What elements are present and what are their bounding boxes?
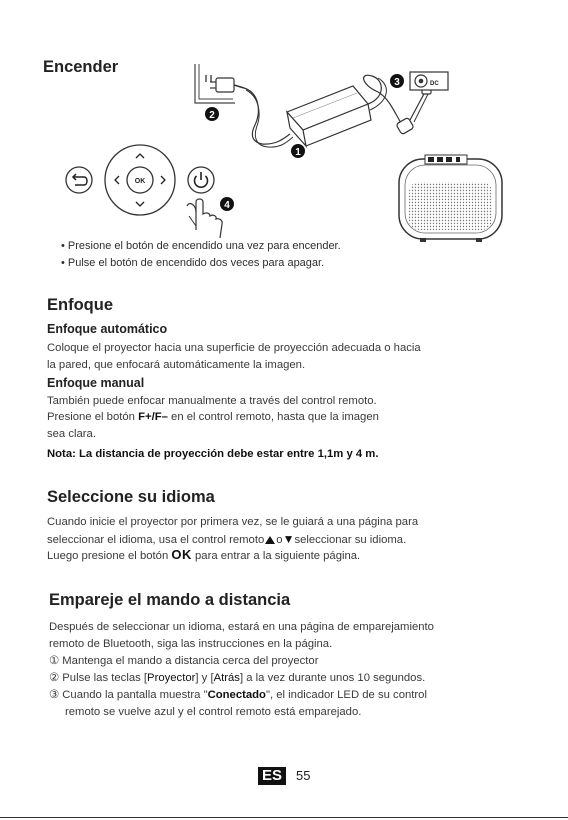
subtitle-manual-focus: Enfoque manual [47, 376, 145, 390]
pairing-step-1: ① Mantenga el mando a distancia cerca del proyector [49, 655, 319, 667]
power-adapter-icon [287, 86, 371, 146]
pairing-step-3: ③ Cuando la pantalla muestra "Conectado", el indicador LED de su control [49, 689, 427, 701]
manual-focus-line-3: sea clara. [47, 428, 96, 440]
dc-port-callout [410, 72, 448, 90]
callout-2 [205, 107, 219, 121]
section-title-encender: Encender [43, 58, 119, 76]
callout-3 [390, 74, 404, 88]
language-line-1: Cuando inicie el proyector por primera vez, se le guiará a una página para [47, 516, 419, 528]
page-number: 55 [296, 768, 311, 783]
ok-label: OK [134, 178, 146, 185]
focus-key-label: F+/F– [138, 411, 168, 423]
power-button-icon [188, 167, 214, 193]
callout-4 [220, 197, 234, 211]
down-arrow-icon: ▼ [282, 532, 295, 546]
pairing-line-1: Después de seleccionar un idioma, estará en una página de emparejamiento [49, 621, 434, 633]
power-on-bullet: • Presione el botón de encendido una vez para encender. [61, 240, 341, 252]
up-arrow-icon [265, 536, 275, 544]
manual-focus-line-1: También puede enfocar manualmente a través del control remoto. [47, 395, 377, 407]
language-line-2: seleccionar el idioma, usa el control remoto o▼seleccionar su idioma. [47, 532, 407, 546]
back-button-icon [66, 167, 92, 193]
pairing-line-2: remoto de Bluetooth, siga las instrucciones en la página. [49, 638, 333, 650]
pairing-step-2: ② Pulse las teclas [Proyector] y [Atrás] a la vez durante unos 10 segundos. [49, 672, 426, 684]
section-title-idioma: Seleccione su idioma [47, 488, 215, 506]
power-off-bullet: • Pulse el botón de encendido dos veces para apagar. [61, 257, 325, 269]
section-title-empareje: Empareje el mando a distancia [49, 591, 291, 609]
section-title-enfoque: Enfoque [47, 296, 113, 314]
svg-text:2: 2 [209, 110, 215, 121]
footer-divider [0, 817, 568, 818]
pairing-step-3-line-2: remoto se vuelve azul y el control remoto está emparejado. [65, 706, 362, 718]
language-line-3: Luego presione el botón OK para entrar a la siguiente página. [47, 547, 361, 562]
svg-text:4: 4 [224, 200, 230, 211]
ok-key-label: OK [171, 547, 192, 562]
finger-press-icon [187, 199, 222, 238]
svg-text:1: 1 [295, 147, 301, 158]
auto-focus-line-2: la pared, que enfocará automáticamente la imagen. [47, 359, 306, 371]
auto-focus-line-1: Coloque el proyector hacia una superficie de proyección adecuada o hacia [47, 342, 421, 354]
dc-label: DC [430, 81, 439, 87]
dc-plug-icon [396, 84, 431, 135]
language-badge: ES [258, 767, 286, 785]
focus-note: Nota: La distancia de proyección debe estar entre 1,1m y 4 m. [47, 448, 379, 460]
svg-text:3: 3 [394, 77, 400, 88]
projector-icon [399, 155, 502, 242]
manual-focus-line-2: Presione el botón F+/F– en el control remoto, hasta que la imagen [47, 411, 379, 423]
subtitle-auto-focus: Enfoque automático [47, 322, 168, 336]
callout-1 [291, 144, 305, 158]
